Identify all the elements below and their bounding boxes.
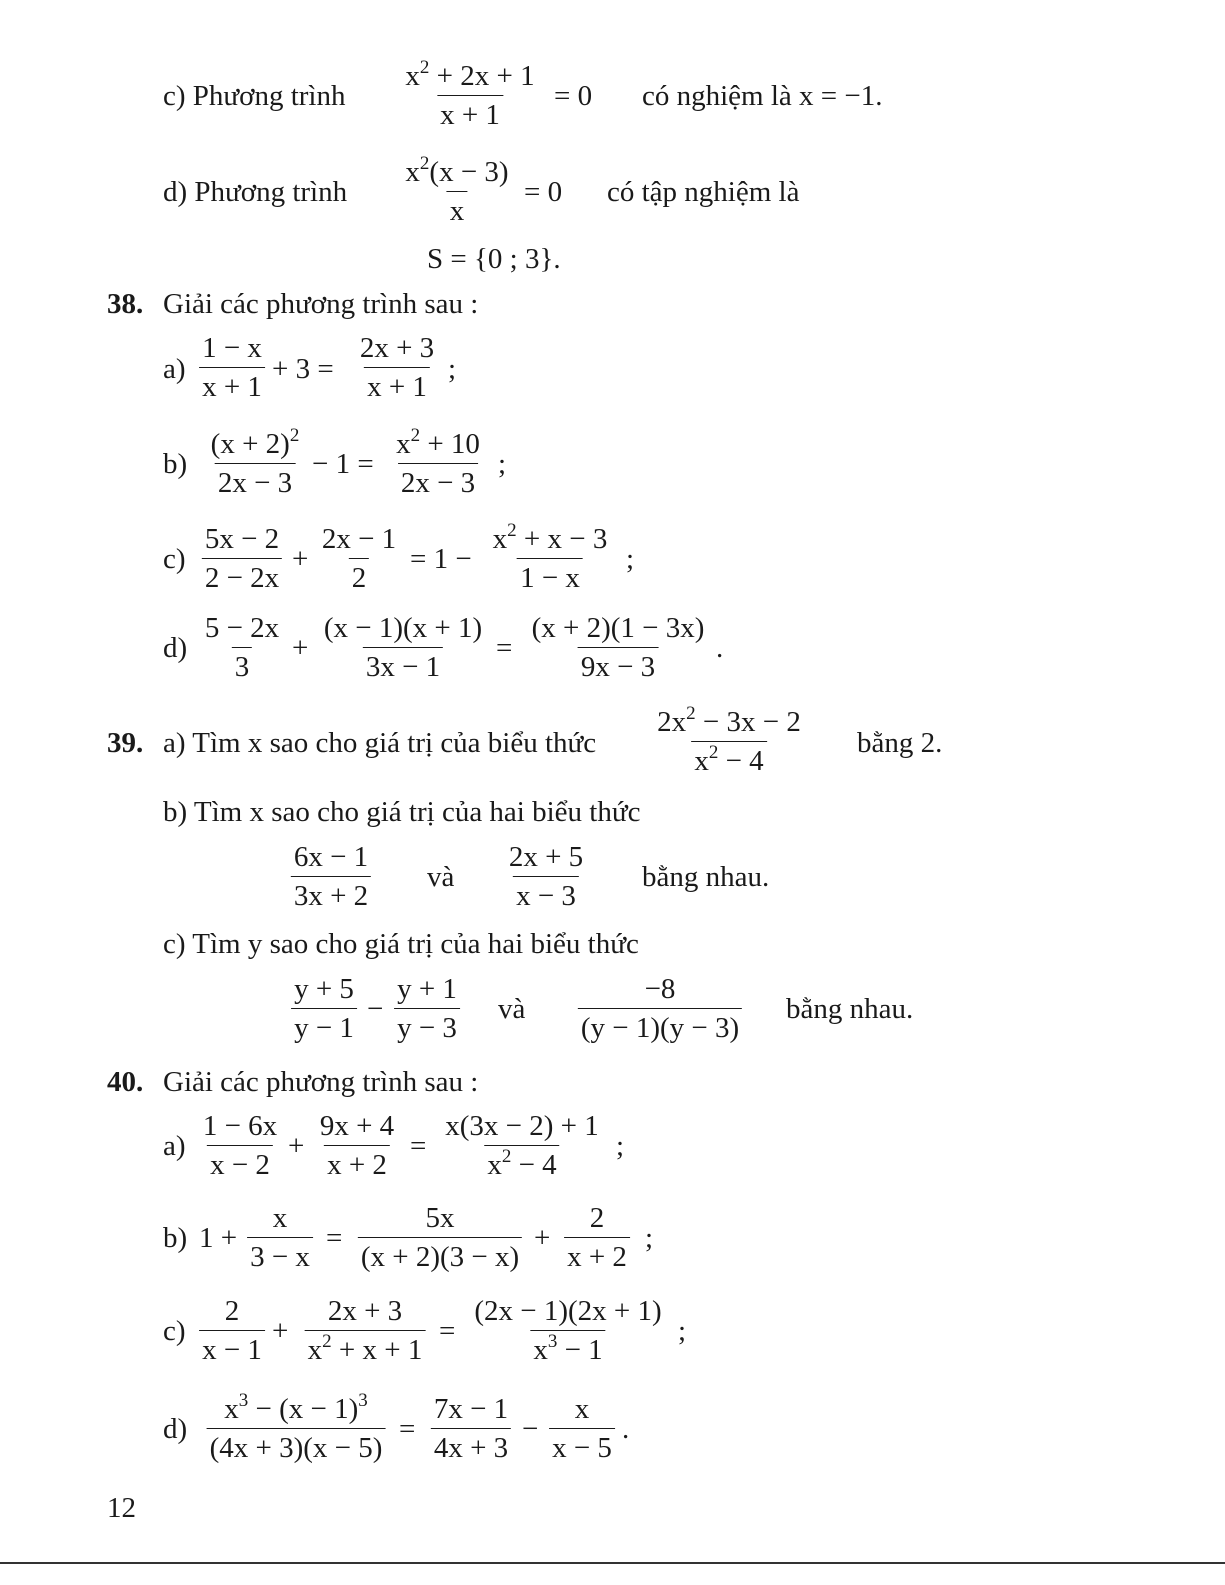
fraction-denominator: x [447, 191, 468, 227]
ex39a-fraction [654, 703, 804, 777]
fraction-denominator: $x^3 - 1$ [530, 1330, 605, 1366]
ex37d-fraction [402, 153, 511, 227]
ex37c-rhs: = 0 [554, 80, 593, 112]
fraction-denominator: (y − 1)(y − 3) [578, 1008, 742, 1044]
fraction-numerator: 2 [589, 1202, 605, 1234]
fraction-denominator: 2 − 2x [202, 558, 282, 594]
ex39b-text: b) Tìm x sao cho giá trị của hai biểu thức [163, 796, 641, 828]
ex40d-frac3 [549, 1393, 615, 1464]
fraction-numerator: $x^3 - (x - 1)^3$ [224, 1390, 368, 1425]
fraction-denominator: 4x + 3 [431, 1428, 511, 1464]
exercise-number: 39. [107, 727, 144, 759]
ex39c-text: c) Tìm y sao cho giá trị của hai biểu thức [163, 928, 639, 960]
fraction-denominator: 3x + 2 [291, 876, 371, 912]
fraction-numerator: $2x^2 - 3x - 2$ [657, 703, 801, 738]
ex40d-frac2 [431, 1393, 511, 1464]
ex39b-tail: bằng nhau. [642, 861, 770, 893]
fraction-denominator: x − 2 [207, 1145, 273, 1181]
ex40b-pre: 1 + [199, 1222, 238, 1254]
fraction-numerator: (x − 1)(x + 1) [323, 612, 483, 644]
ex38a-frac1 [199, 332, 265, 403]
ex40b-frac2 [358, 1202, 522, 1273]
ex38c-end: ; [626, 543, 635, 575]
ex40d-op2: − [522, 1413, 539, 1445]
exercise-title: Giải các phương trình sau : [163, 288, 479, 320]
ex38b-frac2 [393, 425, 483, 499]
bottom-rule [0, 1562, 1225, 1564]
fraction-denominator: 2x − 3 [398, 463, 478, 499]
fraction-denominator: 2 [349, 558, 370, 594]
ex40d-mid: = [399, 1413, 416, 1445]
fraction-numerator: x [574, 1393, 590, 1425]
fraction-denominator: x + 1 [364, 367, 430, 403]
ex38d-mid: = [496, 632, 513, 664]
ex38c-frac2 [319, 523, 399, 594]
exercise-number: 40. [107, 1066, 144, 1098]
ex40a-end: ; [616, 1130, 625, 1162]
ex40a-frac1 [200, 1110, 280, 1181]
ex40a-frac3 [442, 1110, 602, 1181]
fraction-numerator: y + 5 [294, 973, 354, 1005]
fraction-denominator: $x^2 - 4$ [484, 1145, 559, 1181]
fraction-denominator: (4x + 3)(x − 5) [207, 1428, 386, 1464]
fraction-numerator: x [272, 1202, 288, 1234]
ex40b-op2: + [534, 1222, 551, 1254]
fraction-numerator: 1 − 6x [202, 1110, 278, 1142]
ex38c-op1: + [292, 543, 309, 575]
ex40c-frac2 [305, 1295, 426, 1366]
ex40d-end: . [622, 1413, 630, 1445]
fraction-denominator: x + 2 [324, 1145, 390, 1181]
fraction-numerator: 5 − 2x [204, 612, 280, 644]
ex39c-frac1 [291, 973, 357, 1044]
ex39a-text: a) Tìm x sao cho giá trị của biểu thức [163, 727, 597, 759]
ex38a-frac2 [357, 332, 437, 403]
ex38a-end: ; [448, 353, 457, 385]
exercise-title: Giải các phương trình sau : [163, 1066, 479, 1098]
fraction-numerator: $x^2 + x - 3$ [492, 520, 608, 555]
fraction-numerator: x(3x − 2) + 1 [445, 1110, 599, 1142]
ex37d-rhs: = 0 [524, 176, 563, 208]
ex38d-label: d) [163, 632, 188, 664]
ex40a-frac2 [317, 1110, 397, 1181]
ex38c-mid: = 1 − [410, 543, 472, 575]
fraction-denominator: 3 [232, 647, 253, 683]
fraction-denominator: $x^2 - 4$ [691, 741, 766, 777]
ex40c-mid: = [439, 1315, 456, 1347]
fraction-denominator: 9x − 3 [578, 647, 658, 683]
fraction-numerator: $(x + 2)^2$ [210, 425, 300, 460]
ex38a-mid: + 3 = [272, 353, 334, 385]
ex40c-frac1 [199, 1295, 265, 1366]
fraction-numerator: 2x + 3 [359, 332, 435, 364]
ex40a-mid: = [410, 1130, 427, 1162]
ex38c-frac1 [202, 523, 282, 594]
fraction-numerator: $x^2(x - 3)$ [405, 153, 509, 188]
ex37c-fraction [402, 57, 537, 131]
fraction-denominator: y − 3 [394, 1008, 460, 1044]
ex39b-frac1 [291, 841, 371, 912]
fraction-numerator: 5x [425, 1202, 455, 1234]
fraction-numerator: (2x − 1)(2x + 1) [474, 1295, 662, 1327]
fraction-denominator: 1 − x [517, 558, 583, 594]
fraction-numerator: −8 [644, 973, 676, 1005]
fraction-denominator: x − 5 [549, 1428, 615, 1464]
ex37c-label: c) Phương trình [163, 80, 346, 112]
ex40c-end: ; [678, 1315, 687, 1347]
fraction-denominator: 3x − 1 [363, 647, 443, 683]
ex40c-frac3 [471, 1295, 664, 1366]
fraction-denominator: x + 1 [199, 367, 265, 403]
fraction-denominator: x + 1 [437, 95, 503, 131]
ex39c-frac3 [578, 973, 742, 1044]
fraction-numerator: 6x − 1 [293, 841, 369, 873]
page-number: 12 [107, 1492, 136, 1524]
ex39b-and: và [427, 861, 455, 893]
ex40a-label: a) [163, 1130, 186, 1162]
ex39c-and: và [498, 993, 526, 1025]
ex38c-label: c) [163, 543, 186, 575]
ex38d-op1: + [292, 632, 309, 664]
ex39c-tail: bằng nhau. [786, 993, 914, 1025]
ex39c-frac2 [394, 973, 460, 1044]
ex38b-end: ; [498, 448, 507, 480]
fraction-denominator: $x^2 + x + 1$ [305, 1330, 426, 1366]
ex37c-tail: có nghiệm là x = −1. [642, 80, 883, 112]
ex38c-frac3 [490, 520, 611, 594]
ex39b-frac2 [506, 841, 586, 912]
ex40b-end: ; [645, 1222, 654, 1254]
fraction-denominator: 3 − x [247, 1237, 313, 1273]
ex40c-op1: + [272, 1315, 289, 1347]
fraction-numerator: 2x + 3 [327, 1295, 403, 1327]
fraction-denominator: 2x − 3 [215, 463, 295, 499]
fraction-numerator: 7x − 1 [433, 1393, 509, 1425]
fraction-numerator: (x + 2)(1 − 3x) [531, 612, 705, 644]
ex40c-label: c) [163, 1315, 186, 1347]
ex40b-frac3 [564, 1202, 630, 1273]
ex38d-end: . [716, 632, 724, 664]
ex40b-frac1 [247, 1202, 313, 1273]
ex40b-label: b) [163, 1222, 188, 1254]
ex40b-mid: = [326, 1222, 343, 1254]
fraction-numerator: $x^2 + 2x + 1$ [405, 57, 535, 92]
fraction-denominator: x − 1 [199, 1330, 265, 1366]
fraction-numerator: $x^2 + 10$ [396, 425, 480, 460]
ex37d-solution-set: S = {0 ; 3}. [427, 243, 561, 275]
ex40a-op1: + [288, 1130, 305, 1162]
ex38b-frac1 [208, 425, 303, 499]
fraction-denominator: y − 1 [291, 1008, 357, 1044]
ex37d-tail: có tập nghiệm là [607, 176, 800, 208]
ex37d-label: d) Phương trình [163, 176, 348, 208]
fraction-denominator: x − 3 [513, 876, 579, 912]
ex38b-label: b) [163, 448, 188, 480]
fraction-numerator: 1 − x [202, 332, 262, 364]
ex38a-label: a) [163, 353, 186, 385]
fraction-numerator: y + 1 [397, 973, 457, 1005]
fraction-numerator: 2x + 5 [508, 841, 584, 873]
fraction-denominator: (x + 2)(3 − x) [358, 1237, 522, 1273]
fraction-numerator: 9x + 4 [319, 1110, 395, 1142]
fraction-numerator: 5x − 2 [204, 523, 280, 555]
ex40d-frac1 [207, 1390, 386, 1464]
ex39c-op: − [367, 993, 384, 1025]
ex38d-frac2 [321, 612, 485, 683]
fraction-numerator: 2x − 1 [321, 523, 397, 555]
fraction-denominator: x + 2 [564, 1237, 630, 1273]
ex38d-frac3 [529, 612, 708, 683]
ex40d-label: d) [163, 1413, 188, 1445]
ex38d-frac1 [202, 612, 282, 683]
ex38b-mid: − 1 = [312, 448, 374, 480]
ex39a-tail: bằng 2. [857, 727, 943, 759]
exercise-number: 38. [107, 288, 144, 320]
fraction-numerator: 2 [224, 1295, 240, 1327]
